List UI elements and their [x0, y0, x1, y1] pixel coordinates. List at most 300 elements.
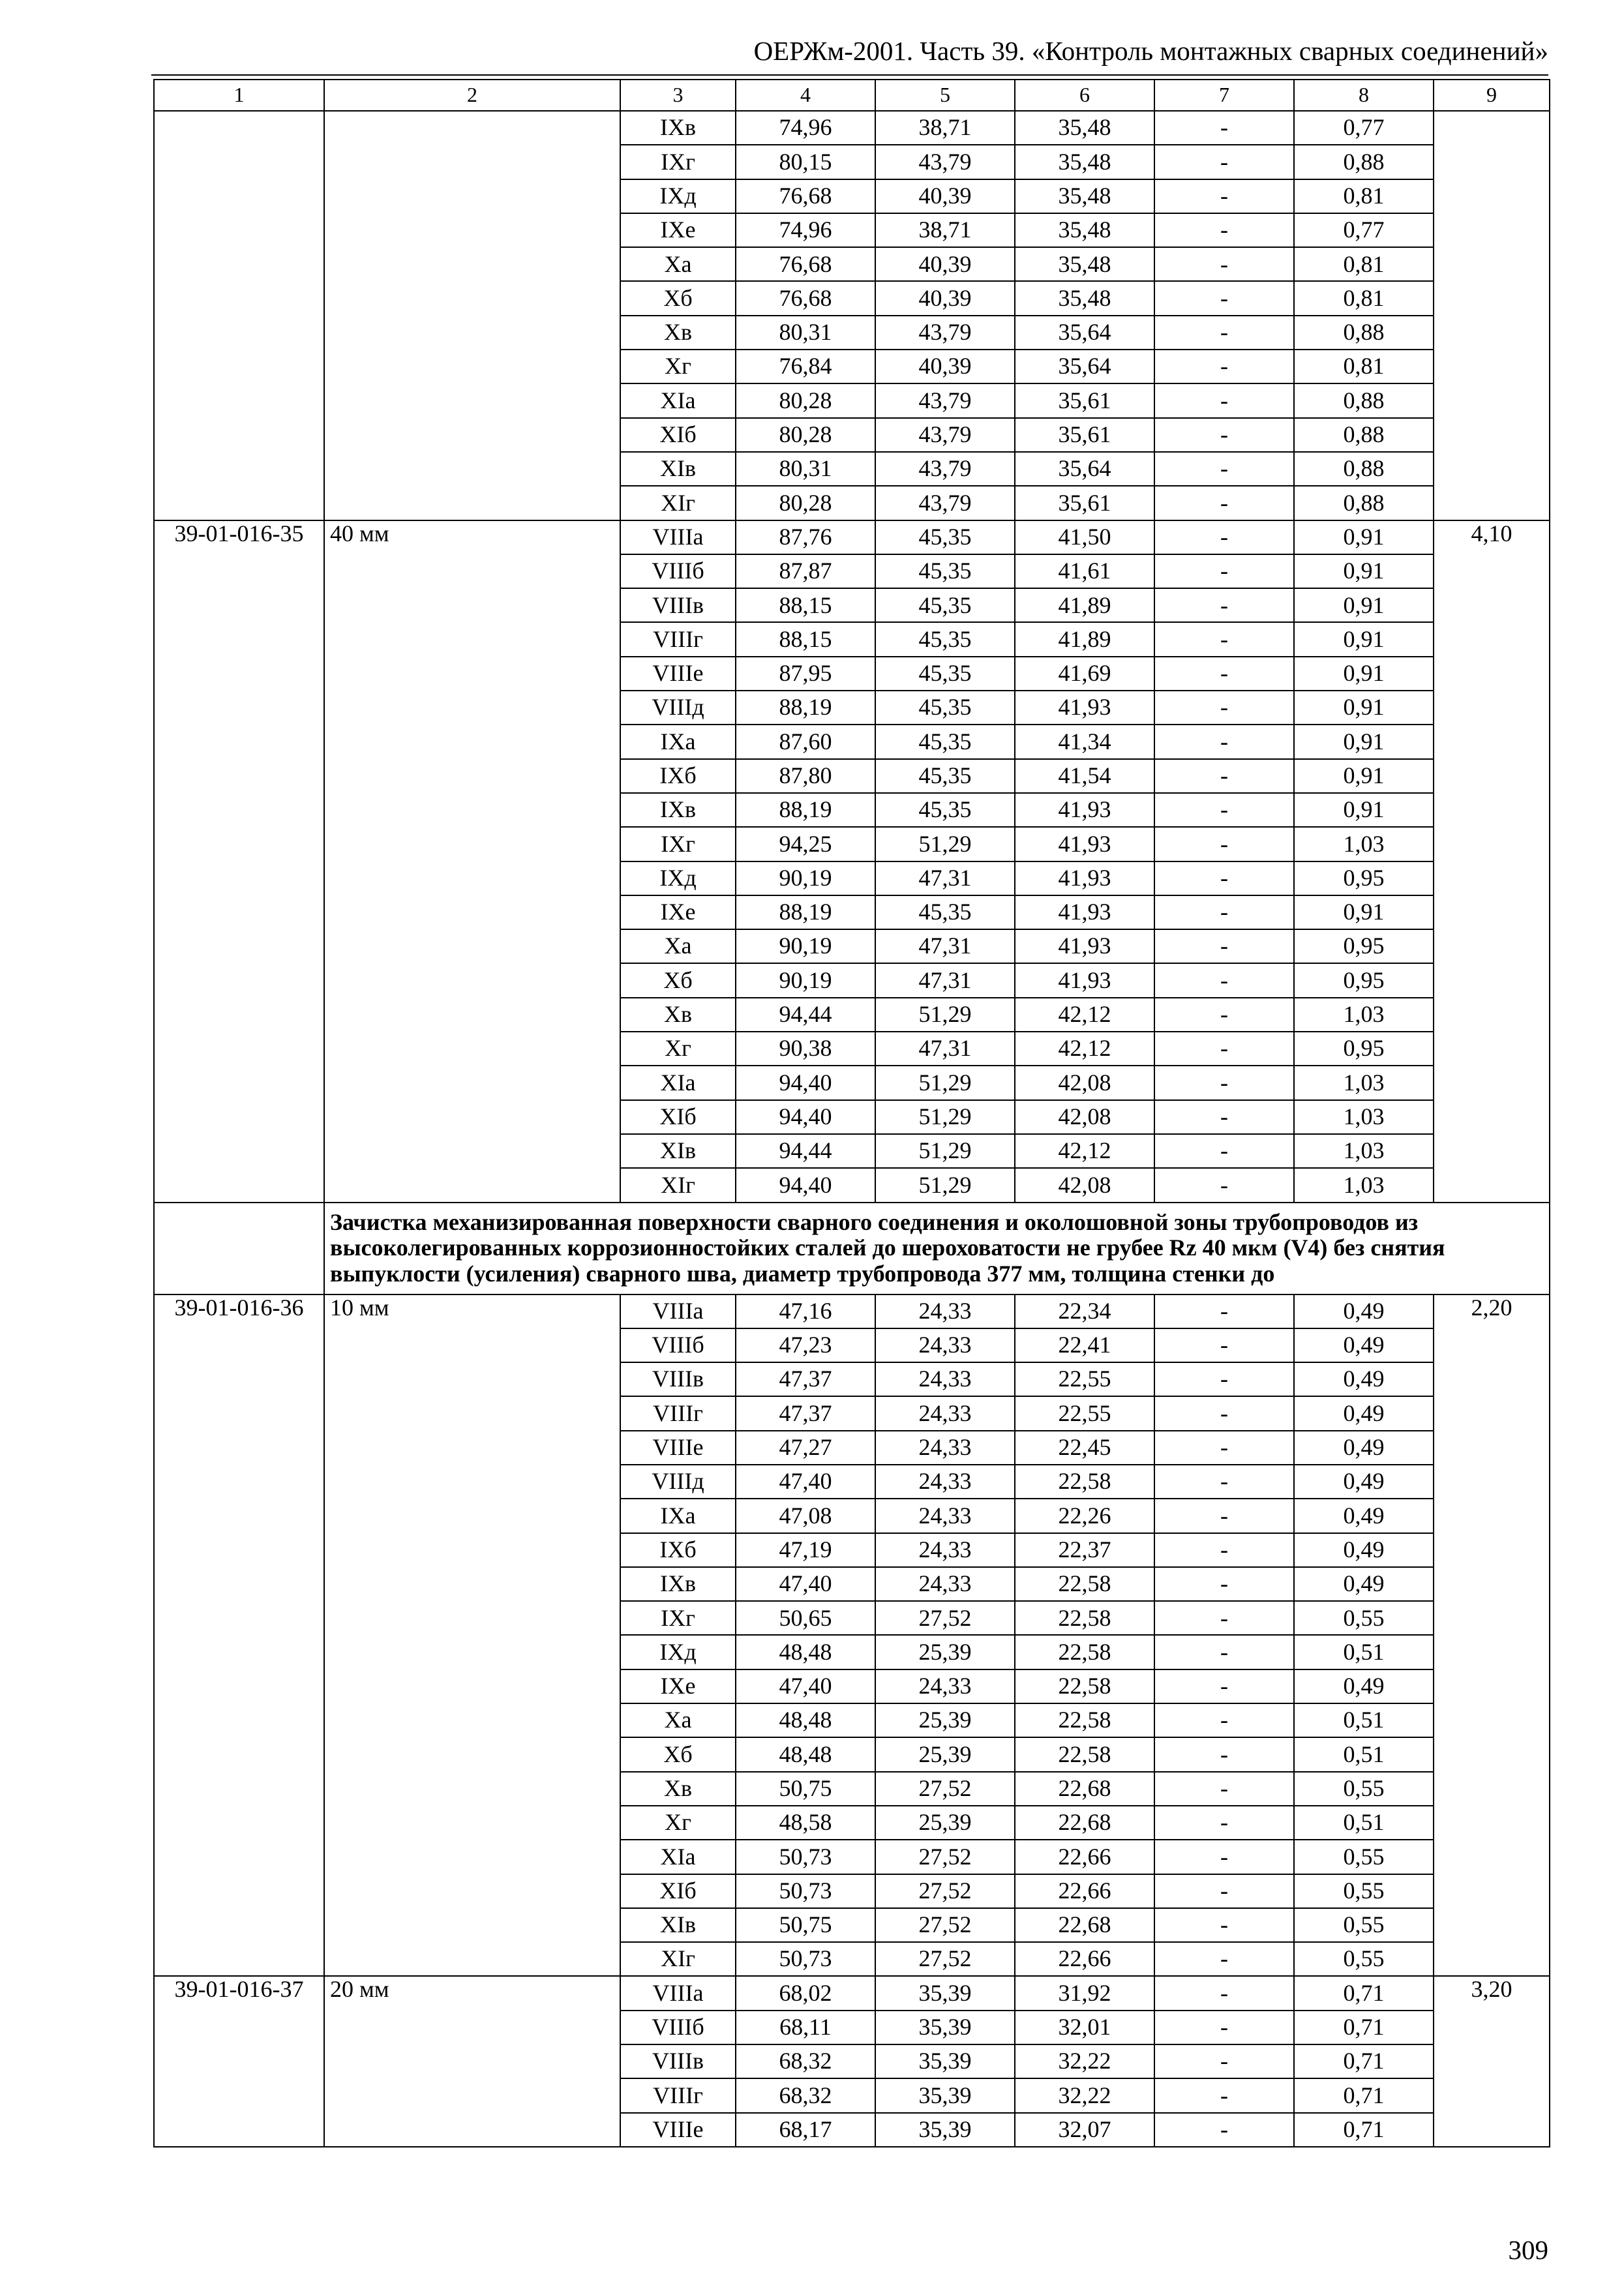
table-cell-col6: 41,34 — [1015, 725, 1154, 758]
table-cell-col4: 47,08 — [736, 1499, 875, 1533]
table-cell-col8: 0,91 — [1294, 622, 1434, 656]
table-cell-col3: IXб — [620, 1533, 736, 1567]
table-cell-col5: 43,79 — [875, 452, 1015, 486]
table-cell-col7: - — [1154, 554, 1294, 588]
table-cell-col7: - — [1154, 1294, 1294, 1328]
table-cell-col7: - — [1154, 1601, 1294, 1635]
table-cell-col7: - — [1154, 1567, 1294, 1601]
table-cell-col8: 0,95 — [1294, 1032, 1434, 1066]
table-cell-col3: IXг — [620, 145, 736, 179]
table-cell-col5: 24,33 — [875, 1567, 1015, 1601]
table-cell-col4: 87,76 — [736, 520, 875, 554]
table-cell-col8: 1,03 — [1294, 998, 1434, 1032]
table-cell-col6: 41,50 — [1015, 520, 1154, 554]
table-cell-col8: 0,91 — [1294, 554, 1434, 588]
table-cell-col3: XIг — [620, 486, 736, 520]
table-cell-col5: 43,79 — [875, 383, 1015, 417]
table-cell-col3: VIIIа — [620, 520, 736, 554]
table-cell-col4: 80,31 — [736, 452, 875, 486]
table-cell-col8: 0,51 — [1294, 1635, 1434, 1669]
table-cell-col3: IXе — [620, 213, 736, 247]
table-cell-col3: IXб — [620, 759, 736, 793]
table-cell-col4: 88,15 — [736, 622, 875, 656]
table-cell-col3: IXв — [620, 111, 736, 145]
table-cell-col7: - — [1154, 213, 1294, 247]
table-cell-col5: 51,29 — [875, 1100, 1015, 1134]
table-cell-col7: - — [1154, 759, 1294, 793]
table-cell-col5: 24,33 — [875, 1396, 1015, 1430]
table-cell-col3: VIIIа — [620, 1976, 736, 2010]
column-number: 1 — [154, 80, 324, 111]
table-cell-col8: 1,03 — [1294, 827, 1434, 861]
table-cell-col3: VIIIб — [620, 1328, 736, 1362]
header-rule — [151, 74, 1548, 76]
column-number: 2 — [324, 80, 620, 111]
table-cell-col8: 0,51 — [1294, 1703, 1434, 1737]
table-cell-col7: - — [1154, 1874, 1294, 1908]
table-cell-col3: VIIIг — [620, 622, 736, 656]
table-cell-col6: 41,93 — [1015, 861, 1154, 895]
table-cell-col4: 94,40 — [736, 1066, 875, 1100]
table-row — [154, 520, 1550, 554]
table-cell-col6: 22,34 — [1015, 1294, 1154, 1328]
table-cell-col3: VIIIд — [620, 1465, 736, 1499]
table-cell-col5: 24,33 — [875, 1669, 1015, 1703]
table-row — [154, 1976, 1550, 2010]
table-cell-col5: 25,39 — [875, 1806, 1015, 1840]
table-cell-col5: 35,39 — [875, 2044, 1015, 2078]
table-cell-col3: IXа — [620, 1499, 736, 1533]
table-cell-col6: 22,58 — [1015, 1635, 1154, 1669]
table-cell-col4: 87,87 — [736, 554, 875, 588]
table-cell-col8: 0,91 — [1294, 657, 1434, 691]
column-number: 5 — [875, 80, 1015, 111]
table-cell-col5: 25,39 — [875, 1635, 1015, 1669]
table-cell-col8: 0,91 — [1294, 725, 1434, 758]
table-cell-col4: 68,17 — [736, 2113, 875, 2147]
table-row — [154, 1294, 1550, 1328]
table-cell-col4: 68,32 — [736, 2078, 875, 2112]
table-cell-col4: 88,19 — [736, 793, 875, 827]
section-title-spacer — [154, 1203, 324, 1294]
table-cell-col4: 94,40 — [736, 1100, 875, 1134]
table-cell-col4: 90,19 — [736, 963, 875, 997]
table-cell-col5: 40,39 — [875, 179, 1015, 213]
table-cell-col7: - — [1154, 520, 1294, 554]
table-body — [154, 80, 1550, 2147]
table-cell-col4: 80,28 — [736, 383, 875, 417]
table-cell-col6: 42,08 — [1015, 1168, 1154, 1202]
table-cell-col5: 43,79 — [875, 145, 1015, 179]
table-cell-col6: 41,93 — [1015, 827, 1154, 861]
table-cell-col7: - — [1154, 2078, 1294, 2112]
table-cell-col8: 0,95 — [1294, 963, 1434, 997]
column-number-row — [154, 80, 1550, 111]
table-cell-col7: - — [1154, 588, 1294, 622]
table-cell-col4: 90,19 — [736, 861, 875, 895]
table-cell-col3: VIIIд — [620, 691, 736, 725]
table-cell-col4: 47,40 — [736, 1567, 875, 1601]
table-cell-col4: 68,11 — [736, 2011, 875, 2044]
table-cell-col8: 0,51 — [1294, 1806, 1434, 1840]
table-cell-col3: Xб — [620, 963, 736, 997]
table-cell-col6: 42,08 — [1015, 1100, 1154, 1134]
table-cell-col8: 0,55 — [1294, 1772, 1434, 1806]
table-cell-col4: 76,68 — [736, 179, 875, 213]
table-cell-col6: 22,37 — [1015, 1533, 1154, 1567]
table-cell-col3: IXв — [620, 1567, 736, 1601]
table-cell-col3: Xб — [620, 1737, 736, 1771]
table-cell-col8: 0,81 — [1294, 350, 1434, 383]
table-cell-col5: 24,33 — [875, 1294, 1015, 1328]
table-cell-col3: VIIIе — [620, 1431, 736, 1465]
table-cell-col6: 35,61 — [1015, 486, 1154, 520]
column-9-value: 2,20 — [1434, 1294, 1550, 1977]
section-title: Зачистка механизированная поверхности сварного соединения и околошовной зоны трубопроводов из высоколегированных коррозионностойких сталей до шероховатости не грубее Rz 40 мкм (V4) без снятия выпуклости (усиления) сварного шва, диаметр трубопровода 377 мм, толщина стенки до — [324, 1203, 1550, 1294]
table-cell-col5: 45,35 — [875, 588, 1015, 622]
table-cell-col3: VIIIв — [620, 588, 736, 622]
column-9-value: 3,20 — [1434, 1976, 1550, 2146]
table-cell-col5: 47,31 — [875, 1032, 1015, 1066]
table-cell-col6: 41,93 — [1015, 963, 1154, 997]
table-cell-col4: 80,28 — [736, 418, 875, 452]
table-cell-col8: 0,71 — [1294, 1976, 1434, 2010]
table-cell-col8: 0,55 — [1294, 1874, 1434, 1908]
table-cell-col3: VIIIе — [620, 2113, 736, 2147]
page-number: 309 — [1508, 2235, 1548, 2265]
table-cell-col5: 47,31 — [875, 929, 1015, 963]
table-cell-col5: 38,71 — [875, 111, 1015, 145]
table-cell-col5: 24,33 — [875, 1465, 1015, 1499]
table-cell-col6: 35,48 — [1015, 281, 1154, 315]
table-cell-col6: 32,01 — [1015, 2011, 1154, 2044]
table-cell-col4: 88,15 — [736, 588, 875, 622]
table-cell-col5: 43,79 — [875, 418, 1015, 452]
table-cell-col4: 94,40 — [736, 1168, 875, 1202]
table-cell-col8: 0,55 — [1294, 1840, 1434, 1874]
table-cell-col8: 0,91 — [1294, 588, 1434, 622]
table-cell-col3: XIа — [620, 1840, 736, 1874]
table-cell-col5: 43,79 — [875, 486, 1015, 520]
table-cell-col4: 47,23 — [736, 1328, 875, 1362]
table-cell-col7: - — [1154, 1431, 1294, 1465]
table-cell-col6: 41,89 — [1015, 622, 1154, 656]
table-cell-col5: 43,79 — [875, 316, 1015, 350]
table-cell-col5: 47,31 — [875, 963, 1015, 997]
table-cell-col8: 1,03 — [1294, 1100, 1434, 1134]
table-cell-col4: 50,75 — [736, 1908, 875, 1942]
table-cell-col6: 35,48 — [1015, 213, 1154, 247]
table-cell-col7: - — [1154, 383, 1294, 417]
table-cell-col8: 0,81 — [1294, 179, 1434, 213]
table-cell-col5: 45,35 — [875, 657, 1015, 691]
table-cell-col6: 32,22 — [1015, 2078, 1154, 2112]
table-cell-col5: 40,39 — [875, 350, 1015, 383]
table-cell-col4: 48,48 — [736, 1703, 875, 1737]
wall-thickness: 10 мм — [324, 1294, 620, 1977]
column-number: 7 — [1154, 80, 1294, 111]
table-cell-col5: 45,35 — [875, 759, 1015, 793]
table-cell-col8: 0,91 — [1294, 793, 1434, 827]
table-cell-col8: 0,49 — [1294, 1431, 1434, 1465]
table-cell-col3: IXд — [620, 861, 736, 895]
table-cell-col5: 24,33 — [875, 1328, 1015, 1362]
table-cell-col3: IXд — [620, 179, 736, 213]
table-cell-col6: 22,26 — [1015, 1499, 1154, 1533]
table-cell-col6: 41,61 — [1015, 554, 1154, 588]
table-cell-col6: 35,64 — [1015, 316, 1154, 350]
table-cell-col8: 0,49 — [1294, 1362, 1434, 1396]
table-cell-col8: 0,49 — [1294, 1328, 1434, 1362]
table-cell-col8: 0,49 — [1294, 1499, 1434, 1533]
table-cell-col8: 0,91 — [1294, 520, 1434, 554]
table-cell-col4: 80,15 — [736, 145, 875, 179]
table-cell-col3: VIIIа — [620, 1294, 736, 1328]
table-cell-col5: 27,52 — [875, 1942, 1015, 1976]
table-cell-col4: 94,25 — [736, 827, 875, 861]
table-cell-col8: 0,49 — [1294, 1533, 1434, 1567]
table-cell-col3: XIб — [620, 1874, 736, 1908]
table-cell-col3: IXд — [620, 1635, 736, 1669]
table-cell-col7: - — [1154, 418, 1294, 452]
table-cell-col7: - — [1154, 1362, 1294, 1396]
table-cell-col8: 1,03 — [1294, 1134, 1434, 1168]
table-cell-col8: 0,91 — [1294, 759, 1434, 793]
table-cell-col5: 24,33 — [875, 1362, 1015, 1396]
table-cell-col7: - — [1154, 452, 1294, 486]
column-9-value — [1434, 111, 1550, 520]
table-cell-col6: 22,58 — [1015, 1601, 1154, 1635]
table-cell-col7: - — [1154, 929, 1294, 963]
table-cell-col8: 0,71 — [1294, 2113, 1434, 2147]
table-cell-col4: 87,60 — [736, 725, 875, 758]
table-cell-col6: 22,68 — [1015, 1806, 1154, 1840]
table-cell-col8: 0,55 — [1294, 1942, 1434, 1976]
rate-code: 39-01-016-36 — [154, 1294, 324, 1977]
column-number: 6 — [1015, 80, 1154, 111]
table-cell-col7: - — [1154, 1100, 1294, 1134]
table-cell-col4: 50,73 — [736, 1942, 875, 1976]
table-cell-col4: 48,48 — [736, 1635, 875, 1669]
table-cell-col6: 22,66 — [1015, 1840, 1154, 1874]
table-cell-col6: 41,54 — [1015, 759, 1154, 793]
table-cell-col5: 40,39 — [875, 247, 1015, 281]
table-cell-col6: 41,93 — [1015, 691, 1154, 725]
table-cell-col6: 22,58 — [1015, 1669, 1154, 1703]
table-cell-col6: 22,45 — [1015, 1431, 1154, 1465]
table-cell-col6: 41,89 — [1015, 588, 1154, 622]
table-cell-col5: 25,39 — [875, 1703, 1015, 1737]
column-number: 4 — [736, 80, 875, 111]
table-cell-col4: 50,75 — [736, 1772, 875, 1806]
table-cell-col8: 0,81 — [1294, 281, 1434, 315]
table-cell-col8: 0,88 — [1294, 316, 1434, 350]
table-cell-col5: 45,35 — [875, 554, 1015, 588]
table-cell-col5: 45,35 — [875, 793, 1015, 827]
table-cell-col6: 41,93 — [1015, 929, 1154, 963]
table-cell-col8: 0,88 — [1294, 486, 1434, 520]
table-cell-col6: 35,61 — [1015, 383, 1154, 417]
table-cell-col5: 45,35 — [875, 725, 1015, 758]
table-cell-col3: VIIIв — [620, 2044, 736, 2078]
table-cell-col8: 0,49 — [1294, 1669, 1434, 1703]
table-cell-col4: 94,44 — [736, 1134, 875, 1168]
table-cell-col7: - — [1154, 725, 1294, 758]
table-cell-col6: 42,12 — [1015, 1032, 1154, 1066]
table-cell-col7: - — [1154, 145, 1294, 179]
table-cell-col5: 45,35 — [875, 520, 1015, 554]
table-cell-col8: 0,71 — [1294, 2078, 1434, 2112]
table-cell-col3: IXг — [620, 827, 736, 861]
table-cell-col4: 47,16 — [736, 1294, 875, 1328]
table-cell-col7: - — [1154, 1976, 1294, 2010]
table-cell-col3: XIа — [620, 383, 736, 417]
rate-code — [154, 111, 324, 520]
table-cell-col6: 22,66 — [1015, 1874, 1154, 1908]
table-cell-col7: - — [1154, 1635, 1294, 1669]
table-cell-col5: 27,52 — [875, 1874, 1015, 1908]
table-cell-col4: 76,68 — [736, 247, 875, 281]
table-cell-col6: 42,12 — [1015, 1134, 1154, 1168]
table-cell-col3: XIв — [620, 1134, 736, 1168]
table-cell-col6: 31,92 — [1015, 1976, 1154, 2010]
table-cell-col3: Xа — [620, 1703, 736, 1737]
table-cell-col5: 27,52 — [875, 1908, 1015, 1942]
table-cell-col6: 35,64 — [1015, 452, 1154, 486]
table-cell-col3: Xв — [620, 316, 736, 350]
table-cell-col4: 47,40 — [736, 1669, 875, 1703]
table-cell-col5: 51,29 — [875, 1134, 1015, 1168]
table-cell-col3: VIIIг — [620, 1396, 736, 1430]
table-cell-col3: Xг — [620, 350, 736, 383]
table-cell-col7: - — [1154, 2011, 1294, 2044]
table-cell-col3: Xа — [620, 247, 736, 281]
table-cell-col7: - — [1154, 1066, 1294, 1100]
table-cell-col3: XIб — [620, 418, 736, 452]
table-cell-col4: 48,58 — [736, 1806, 875, 1840]
table-cell-col3: Xв — [620, 998, 736, 1032]
table-cell-col6: 22,55 — [1015, 1362, 1154, 1396]
table-cell-col3: XIб — [620, 1100, 736, 1134]
table-cell-col5: 47,31 — [875, 861, 1015, 895]
table-cell-col5: 27,52 — [875, 1601, 1015, 1635]
table-cell-col3: IXе — [620, 895, 736, 929]
table-cell-col7: - — [1154, 2044, 1294, 2078]
table-cell-col7: - — [1154, 1806, 1294, 1840]
table-cell-col8: 1,03 — [1294, 1168, 1434, 1202]
table-cell-col6: 35,48 — [1015, 145, 1154, 179]
table-cell-col7: - — [1154, 827, 1294, 861]
table-cell-col4: 90,19 — [736, 929, 875, 963]
table-cell-col7: - — [1154, 350, 1294, 383]
table-cell-col4: 68,02 — [736, 1976, 875, 2010]
column-number: 9 — [1434, 80, 1550, 111]
table-cell-col6: 41,93 — [1015, 793, 1154, 827]
table-cell-col8: 0,77 — [1294, 111, 1434, 145]
table-cell-col4: 47,19 — [736, 1533, 875, 1567]
wall-thickness: 20 мм — [324, 1976, 620, 2146]
table-cell-col4: 47,37 — [736, 1362, 875, 1396]
table-cell-col6: 35,48 — [1015, 247, 1154, 281]
table-cell-col3: XIв — [620, 452, 736, 486]
table-cell-col6: 22,41 — [1015, 1328, 1154, 1362]
table-cell-col5: 45,35 — [875, 691, 1015, 725]
table-cell-col6: 41,69 — [1015, 657, 1154, 691]
table-cell-col8: 0,88 — [1294, 383, 1434, 417]
table-cell-col6: 35,48 — [1015, 179, 1154, 213]
table-cell-col8: 0,77 — [1294, 213, 1434, 247]
table-cell-col4: 50,73 — [736, 1874, 875, 1908]
column-9-value: 4,10 — [1434, 520, 1550, 1203]
rate-code: 39-01-016-37 — [154, 1976, 324, 2146]
table-cell-col6: 22,58 — [1015, 1465, 1154, 1499]
rates-table — [153, 79, 1550, 2147]
table-cell-col7: - — [1154, 657, 1294, 691]
table-cell-col5: 35,39 — [875, 1976, 1015, 2010]
table-cell-col3: VIIIе — [620, 657, 736, 691]
table-cell-col7: - — [1154, 179, 1294, 213]
table-cell-col5: 35,39 — [875, 2078, 1015, 2112]
table-cell-col7: - — [1154, 2113, 1294, 2147]
table-cell-col7: - — [1154, 998, 1294, 1032]
table-cell-col7: - — [1154, 622, 1294, 656]
table-cell-col7: - — [1154, 793, 1294, 827]
table-cell-col4: 68,32 — [736, 2044, 875, 2078]
table-cell-col6: 35,61 — [1015, 418, 1154, 452]
table-cell-col7: - — [1154, 1499, 1294, 1533]
table-cell-col6: 32,07 — [1015, 2113, 1154, 2147]
table-cell-col4: 87,95 — [736, 657, 875, 691]
table-cell-col7: - — [1154, 1669, 1294, 1703]
table-cell-col7: - — [1154, 963, 1294, 997]
table-cell-col6: 35,64 — [1015, 350, 1154, 383]
table-cell-col3: IXе — [620, 1669, 736, 1703]
table-cell-col3: IXг — [620, 1601, 736, 1635]
table-cell-col8: 0,55 — [1294, 1908, 1434, 1942]
table-cell-col7: - — [1154, 486, 1294, 520]
table-cell-col4: 87,80 — [736, 759, 875, 793]
table-cell-col4: 47,37 — [736, 1396, 875, 1430]
table-cell-col7: - — [1154, 1396, 1294, 1430]
table-cell-col7: - — [1154, 1465, 1294, 1499]
table-cell-col3: IXв — [620, 793, 736, 827]
rate-code: 39-01-016-35 — [154, 520, 324, 1203]
table-row — [154, 111, 1550, 145]
table-cell-col4: 48,48 — [736, 1737, 875, 1771]
table-cell-col5: 24,33 — [875, 1499, 1015, 1533]
table-cell-col4: 88,19 — [736, 895, 875, 929]
table-cell-col3: Xб — [620, 281, 736, 315]
table-cell-col6: 41,93 — [1015, 895, 1154, 929]
table-cell-col4: 47,27 — [736, 1431, 875, 1465]
table-cell-col4: 74,96 — [736, 213, 875, 247]
table-cell-col5: 24,33 — [875, 1431, 1015, 1465]
table-cell-col8: 0,88 — [1294, 418, 1434, 452]
table-cell-col5: 40,39 — [875, 281, 1015, 315]
table-cell-col6: 22,58 — [1015, 1567, 1154, 1601]
table-cell-col5: 27,52 — [875, 1772, 1015, 1806]
table-cell-col8: 0,91 — [1294, 895, 1434, 929]
table-cell-col4: 94,44 — [736, 998, 875, 1032]
table-cell-col3: VIIIг — [620, 2078, 736, 2112]
table-cell-col8: 0,95 — [1294, 929, 1434, 963]
table-cell-col4: 76,68 — [736, 281, 875, 315]
table-cell-col7: - — [1154, 1908, 1294, 1942]
table-cell-col7: - — [1154, 1328, 1294, 1362]
table-cell-col6: 42,08 — [1015, 1066, 1154, 1100]
table-cell-col6: 22,55 — [1015, 1396, 1154, 1430]
table-cell-col8: 0,55 — [1294, 1601, 1434, 1635]
